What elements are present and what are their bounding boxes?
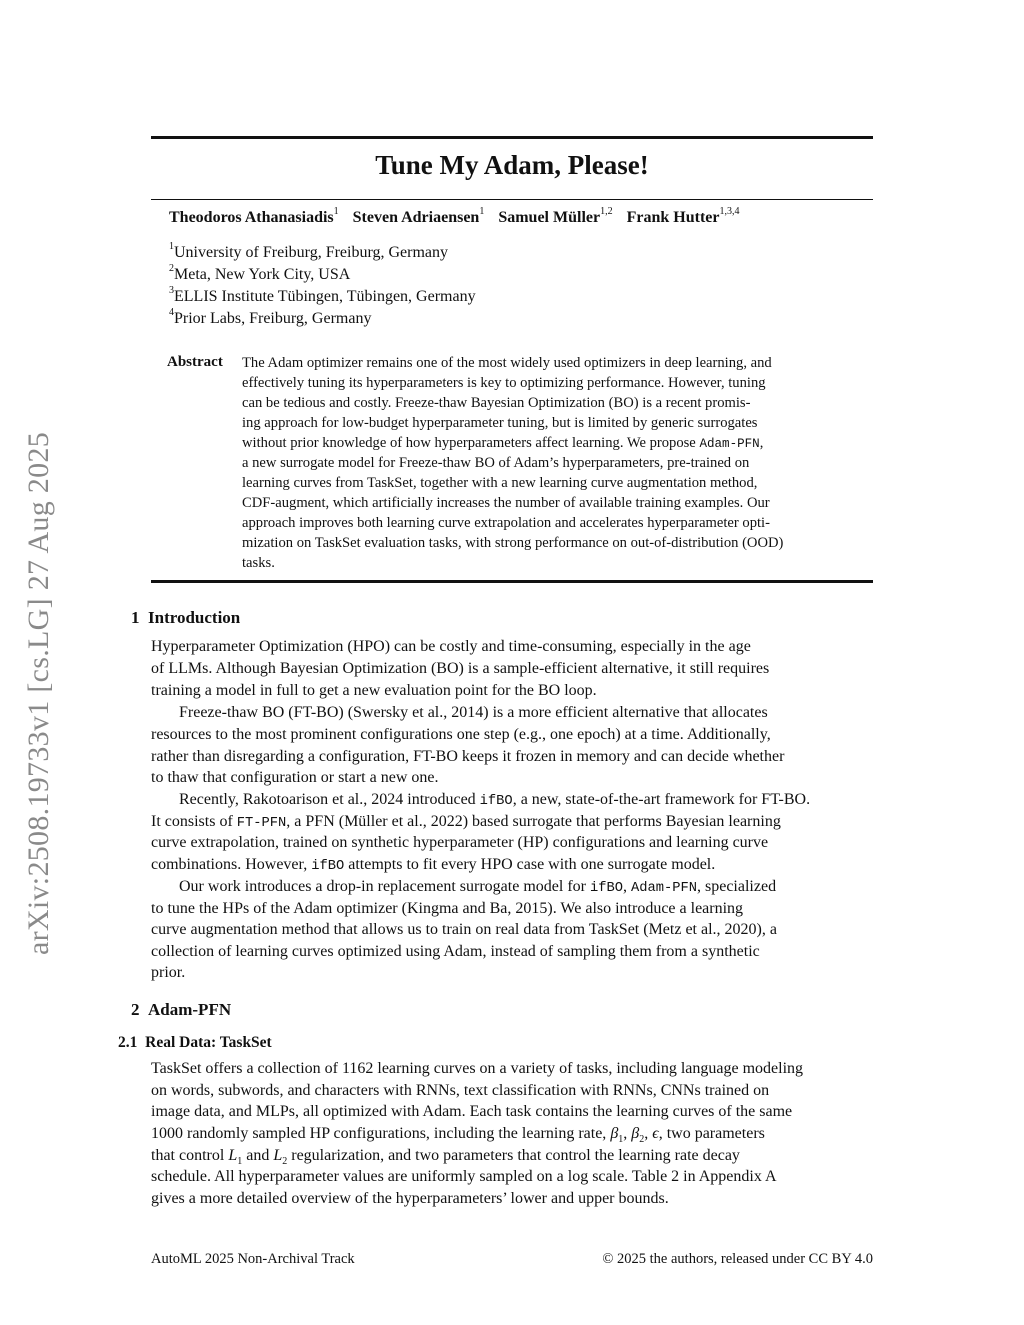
affiliation: $^1$University of Freiburg, Freiburg, Germany bbox=[169, 241, 449, 261]
body-line: to tune the HPs of the Adam optimizer (Kingma and Ba, 2015). We also introduce a learning bbox=[151, 900, 744, 917]
title-rule bbox=[151, 199, 873, 200]
affiliation: $^4$Prior Labs, Freiburg, Germany bbox=[169, 307, 372, 327]
abstract-line: effectively tuning its hyperparameters is key to optimizing performance. However, tuning bbox=[242, 375, 766, 391]
body-line: Hyperparameter Optimization (HPO) can be costly and time-consuming, especially in the age bbox=[151, 638, 751, 655]
body-line: to thaw that configuration or start a new one. bbox=[151, 769, 439, 786]
author: Theodoros Athanasiadis$^1$ bbox=[169, 206, 339, 226]
code-ft-pfn: FT-PFN bbox=[236, 816, 287, 831]
section-heading-introduction: 1 Introduction bbox=[131, 608, 241, 627]
affiliation: $^2$Meta, New York City, USA bbox=[169, 263, 351, 283]
body-line: Freeze-thaw BO (FT-BO) (Swersky et al., 2014) is a more efficient alternative that allocates bbox=[179, 704, 768, 721]
body-line: gives a more detailed overview of the hyperparameters’ lower and upper bounds. bbox=[151, 1190, 669, 1207]
abstract-line: a new surrogate model for Freeze-thaw BO of Adam’s hyperparameters, pre-trained on bbox=[242, 455, 750, 471]
body-line: schedule. All hyperparameter values are uniformly sampled on a log scale. Table 2 in Appendix A bbox=[151, 1168, 777, 1185]
paper-title: Tune My Adam, Please! bbox=[375, 150, 649, 180]
abstract-line: ing approach for low-budget hyperparameter tuning, but is limited by generic surrogates bbox=[242, 415, 758, 431]
section-heading-adam-pfn: 2 Adam-PFN bbox=[131, 1000, 232, 1019]
body-line: training a model in full to get a new evaluation point for the BO loop. bbox=[151, 682, 597, 699]
body-line: curve extrapolation, trained on synthetic hyperparameter (HP) configurations and learning curve bbox=[151, 834, 769, 851]
abstract-line: learning curves from TaskSet, together with a new learning curve augmentation method, bbox=[242, 475, 758, 491]
body-line: resources to the most prominent configurations one step (e.g., one epoch) at a time. Additionally, bbox=[151, 726, 771, 743]
code-ifbo: ifBO bbox=[311, 859, 345, 874]
body-line: Recently, Rakotoarison et al., 2024 introduced ifBO, a new, state-of-the-art framework for FT-BO. bbox=[179, 791, 811, 809]
affiliation: $^3$ELLIS Institute Tübingen, Tübingen, Germany bbox=[169, 285, 476, 305]
body-line: collection of learning curves optimized using Adam, instead of sampling them from a synthetic bbox=[151, 943, 760, 960]
body-line: curve augmentation method that allows us to train on real data from TaskSet (Metz et al., 2020), a bbox=[151, 921, 777, 938]
code-adam-pfn: Adam-PFN bbox=[630, 881, 697, 896]
code-ifbo: ifBO bbox=[479, 794, 513, 809]
subsection-heading-taskset: 2.1 Real Data: TaskSet bbox=[118, 1034, 272, 1051]
author: Samuel Müller$^{1,2}$ bbox=[498, 206, 613, 226]
body-line: that control $L_1$ and $L_2$ regularization, and two parameters that control the learning rate decay bbox=[151, 1147, 740, 1168]
author-list bbox=[169, 206, 749, 227]
code-ifbo: ifBO bbox=[589, 881, 623, 896]
abstract-line: can be tedious and costly. Freeze-thaw Bayesian Optimization (BO) is a recent promis- bbox=[242, 395, 751, 411]
body-line: rather than disregarding a configuration, FT-BO keeps it frozen in memory and can decide whether bbox=[151, 748, 785, 765]
arxiv-side-stamp: arXiv:2508.19733v1 [cs.LG] 27 Aug 2025 bbox=[22, 431, 55, 955]
abstract-line: The Adam optimizer remains one of the most widely used optimizers in deep learning, and bbox=[242, 355, 772, 371]
abstract-line: tasks. bbox=[242, 555, 275, 571]
body-line: of LLMs. Although Bayesian Optimization (BO) is a sample-efficient alternative, it still requires bbox=[151, 660, 770, 677]
footer-license: © 2025 the authors, released under CC BY 4.0 bbox=[602, 1251, 873, 1267]
body-line: It consists of FT-PFN, a PFN (Müller et al., 2022) based surrogate that performs Bayesian learning bbox=[151, 813, 781, 831]
abstract-line: approach improves both learning curve extrapolation and accelerates hyperparameter opti- bbox=[242, 515, 770, 531]
abstract-bottom-rule bbox=[151, 580, 873, 583]
top-rule bbox=[151, 136, 873, 139]
author: Steven Adriaensen$^1$ bbox=[352, 206, 485, 226]
author: Frank Hutter$^{1,3,4}$ bbox=[626, 206, 740, 226]
body-line: image data, and MLPs, all optimized with Adam. Each task contains the learning curves of the same bbox=[151, 1103, 793, 1120]
footer-venue: AutoML 2025 Non-Archival Track bbox=[151, 1251, 355, 1267]
body-line: prior. bbox=[151, 964, 186, 981]
body-line: Our work introduces a drop-in replacement surrogate model for ifBO, Adam-PFN, specialized bbox=[179, 878, 777, 896]
abstract-line: mization on TaskSet evaluation tasks, with strong performance on out-of-distribution (OOD) bbox=[242, 535, 784, 551]
body-line: on words, subwords, and characters with RNNs, text classification with RNNs, CNNs trained on bbox=[151, 1082, 770, 1099]
body-line: TaskSet offers a collection of 1162 learning curves on a variety of tasks, including language modeling bbox=[151, 1060, 804, 1077]
body-line: 1000 randomly sampled HP configurations, including the learning rate, $\beta_1$, $\beta_2$, ϵ, two parameters bbox=[151, 1125, 765, 1146]
abstract-line: CDF-augment, which artificially increases the number of available training examples. Our bbox=[242, 495, 770, 511]
body-line: combinations. However, ifBO attempts to fit every HPO case with one surrogate model. bbox=[151, 856, 716, 874]
code-adam-pfn: Adam-PFN bbox=[699, 437, 760, 451]
abstract-line: without prior knowledge of how hyperparameters affect learning. We propose Adam-PFN, bbox=[242, 435, 764, 451]
abstract-label: Abstract bbox=[167, 354, 223, 370]
